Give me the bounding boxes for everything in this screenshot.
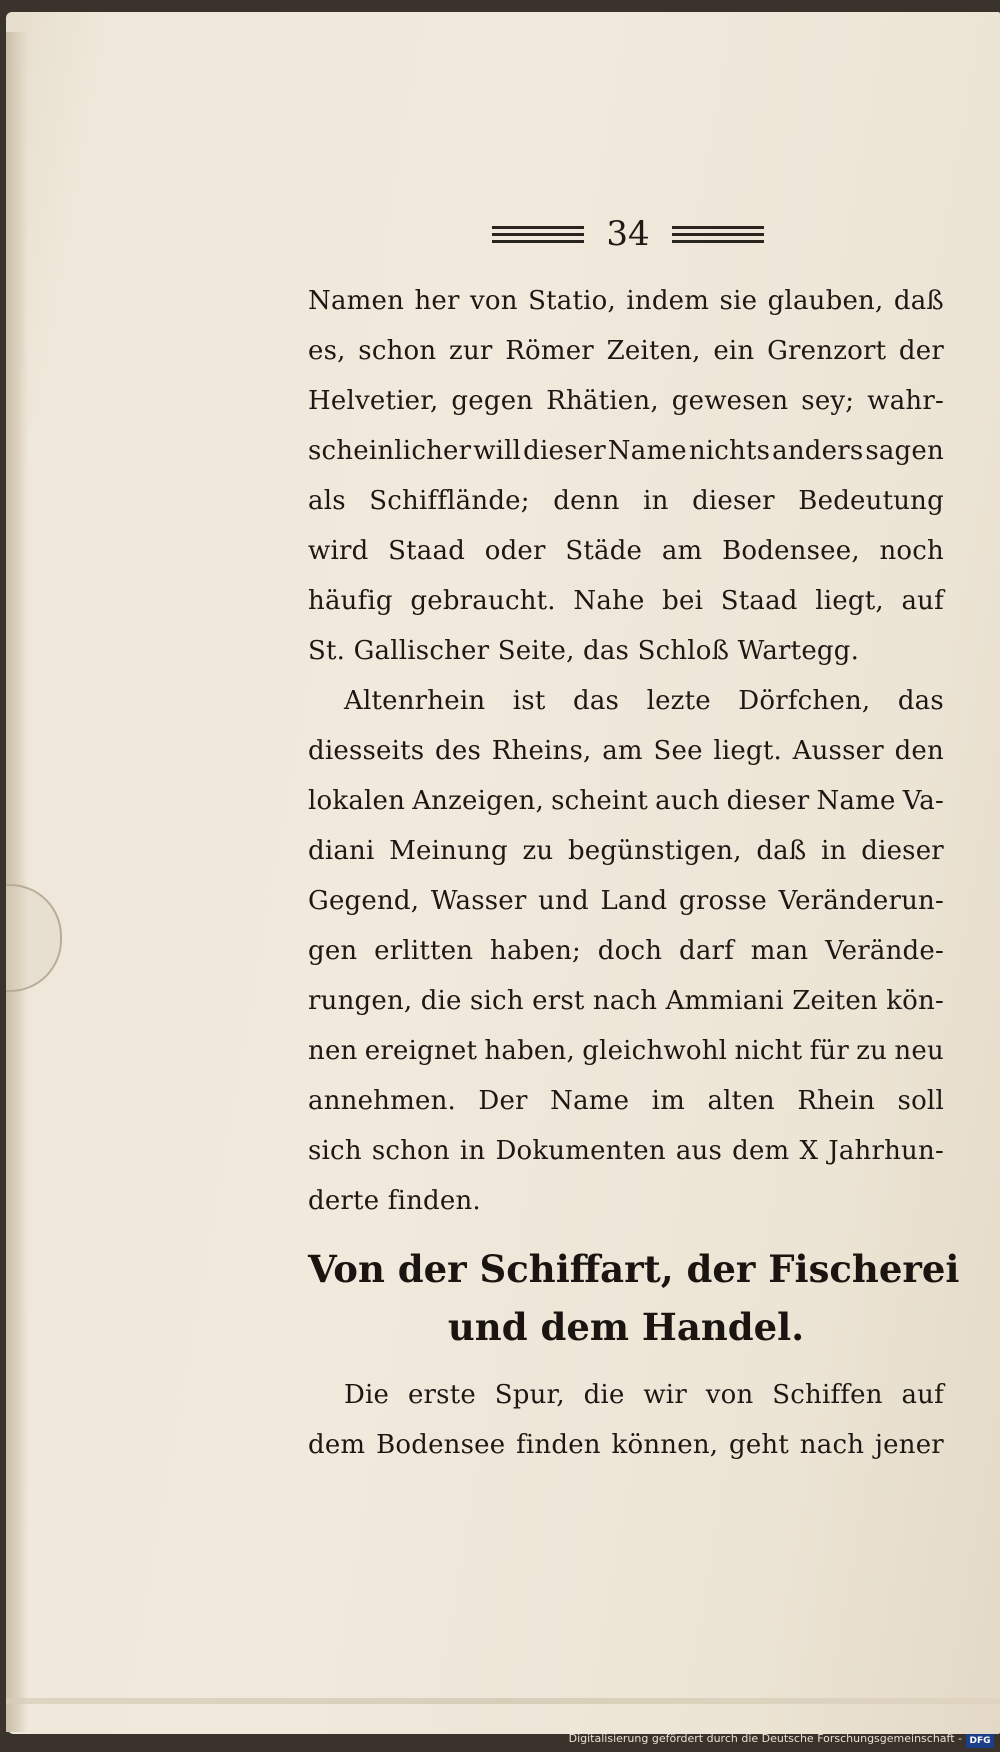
- binding-tab: [6, 884, 62, 992]
- section-heading-line-1: Von der Schiffart, der Fischerei: [308, 1247, 960, 1291]
- text-line: nen ereignet haben, gleichwohl nicht für zu neu: [308, 1036, 944, 1066]
- text-line: Altenrhein ist das lezte Dörfchen, das: [344, 686, 944, 716]
- text-line: lokalen Anzeigen, scheint auch dieser Name Va-: [308, 786, 944, 816]
- text-line: diesseits des Rheins, am See liegt. Ausser den: [308, 736, 944, 766]
- text-line: sich schon in Dokumenten aus dem X Jahrhun-: [308, 1136, 944, 1166]
- section-heading-line-2: und dem Handel.: [447, 1305, 805, 1349]
- text-line: Namen her von Statio, indem sie glauben, daß: [308, 286, 944, 316]
- page-header: [492, 214, 764, 256]
- text-line: Helvetier, gegen Rhätien, gewesen sey; wahr-: [308, 386, 944, 416]
- text-line: derte finden.: [308, 1186, 481, 1216]
- header-rule-right: [672, 226, 764, 244]
- digitization-credit: Digitalisierung gefördert durch die Deutsche Forschungsgemeinschaft -: [568, 1732, 962, 1745]
- text-line: St. Gallischer Seite, das Schloß Wartegg.: [308, 636, 860, 666]
- text-line: diani Meinung zu begünstigen, daß in dieser: [308, 836, 944, 866]
- text-line: rungen, die sich erst nach Ammiani Zeiten kön-: [308, 986, 944, 1016]
- text-line: annehmen. Der Name im alten Rhein soll: [308, 1086, 944, 1116]
- heading-spacer: [308, 1356, 944, 1370]
- paragraph-schiffart: [308, 1370, 944, 1470]
- book-page: [6, 12, 1000, 1734]
- header-rule-left: [492, 226, 584, 244]
- text-line: wird Staad oder Städe am Bodensee, noch: [308, 536, 944, 566]
- text-line: es, schon zur Römer Zeiten, ein Grenzort der: [308, 336, 944, 366]
- page-bottom-edge: [6, 1698, 1000, 1704]
- page-edge: [6, 32, 28, 1732]
- text-line: gen erlitten haben; doch darf man Verände-: [308, 936, 944, 966]
- text-line: Gegend, Wasser und Land grosse Veränderun-: [308, 886, 944, 916]
- text-line: Die erste Spur, die wir von Schiffen auf: [344, 1380, 944, 1410]
- body-text: [308, 276, 960, 1470]
- paragraph-altenrhein: [308, 676, 944, 1226]
- text-line: scheinlicher will dieser Name nichts anders sagen: [308, 436, 944, 466]
- paragraph-staad: [308, 276, 944, 676]
- dfg-logo: DFG: [966, 1734, 994, 1748]
- text-line: häufig gebraucht. Nahe bei Staad liegt, auf: [308, 586, 944, 616]
- page-number: 34: [606, 214, 650, 254]
- text-line: als Schifflände; denn in dieser Bedeutung: [308, 486, 944, 516]
- text-line: dem Bodensee finden können, geht nach jener: [308, 1430, 944, 1460]
